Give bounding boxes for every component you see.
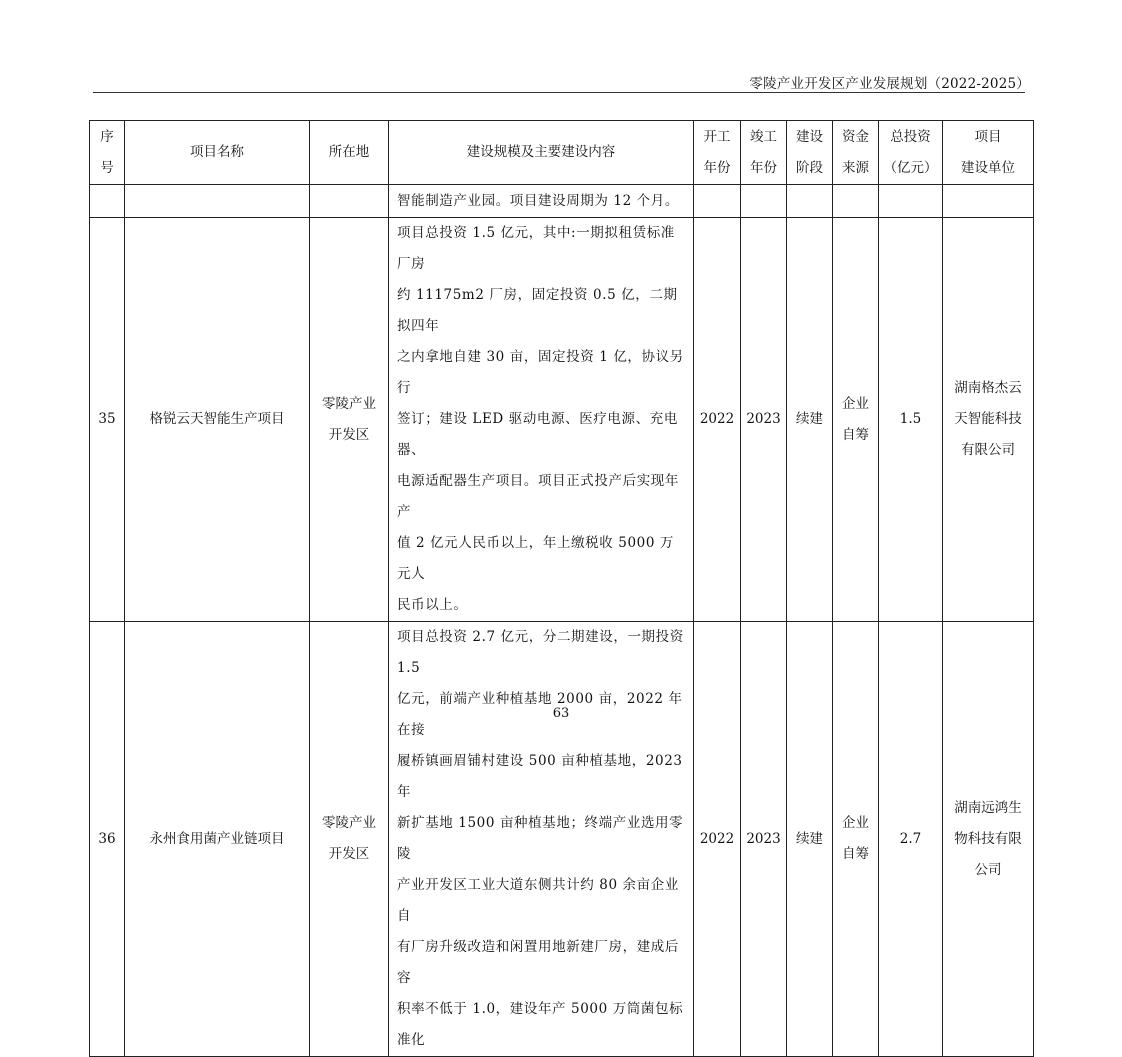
row-funding: 企业 自筹: [833, 218, 879, 622]
col-header-seq: 序 号: [90, 121, 125, 185]
col-header-location: 所在地: [310, 121, 389, 185]
row-start-year: 2022: [694, 218, 741, 622]
col-header-name: 项目名称: [125, 121, 310, 185]
row-stage: 续建: [787, 218, 833, 622]
running-header: 零陵产业开发区产业发展规划（2022-2025）: [749, 76, 1030, 92]
row-end-year: 2023: [741, 622, 787, 1057]
row-funding: 企业 自筹: [833, 622, 879, 1057]
row-start-year: 2022: [694, 622, 741, 1057]
table-row: [90, 218, 1034, 622]
col-header-investment: 总投资 （亿元）: [879, 121, 943, 185]
row-unit: 湖南格杰云 天智能科技 有限公司: [943, 218, 1034, 622]
row-seq: 35: [90, 218, 125, 622]
col-header-funding: 资金 来源: [833, 121, 879, 185]
row-unit: 湖南远鸿生 物科技有限 公司: [943, 622, 1034, 1057]
row-seq: 36: [90, 622, 125, 1057]
project-table: [89, 120, 1034, 1057]
col-header-end: 竣工 年份: [741, 121, 787, 185]
col-header-content: 建设规模及主要建设内容: [389, 121, 694, 185]
table-header-row: [90, 121, 1034, 185]
table-row-continuation: [90, 185, 1034, 218]
row-content: 项目总投资 2.7 亿元，分二期建设，一期投资 1.5 亿元，前端产业种植基地 2000 亩，2022 年在接 履桥镇画眉铺村建设 500 亩种植基地，2023 年 新扩基地 1500 亩种植基地；终端产业选用零陵 产业开发区工业大道东侧共计约 80 余亩企业自 有厂房升级改造和闲置用地新建厂房，建成后容 积率不低于 1.0，建设年产 5000 万筒菌包标准化: [389, 622, 694, 1057]
row-project-name: 永州食用菌产业链项目: [125, 622, 310, 1057]
row-location: 零陵产业 开发区: [310, 218, 389, 622]
page-number: 63: [552, 706, 570, 721]
col-header-unit: 项目 建设单位: [943, 121, 1034, 185]
continuation-content: 智能制造产业园。项目建设周期为 12 个月。: [389, 185, 694, 218]
col-header-start: 开工 年份: [694, 121, 741, 185]
row-location: 零陵产业 开发区: [310, 622, 389, 1057]
row-content: 项目总投资 1.5 亿元，其中:一期拟租赁标准厂房 约 11175m2 厂房，固定投资 0.5 亿，二期拟四年 之内拿地自建 30 亩，固定投资 1 亿，协议另行 签订；建设 LED 驱动电源、医疗电源、充电器、 电源适配器生产项目。项目正式投产后实现年产 值 2 亿元人民币以上，年上缴税收 5000 万元人 民币以上。: [389, 218, 694, 622]
header-rule: [93, 92, 1025, 93]
row-project-name: 格锐云天智能生产项目: [125, 218, 310, 622]
row-stage: 续建: [787, 622, 833, 1057]
row-investment: 2.7: [879, 622, 943, 1057]
row-end-year: 2023: [741, 218, 787, 622]
col-header-stage: 建设 阶段: [787, 121, 833, 185]
row-investment: 1.5: [879, 218, 943, 622]
table-row: [90, 622, 1034, 1057]
